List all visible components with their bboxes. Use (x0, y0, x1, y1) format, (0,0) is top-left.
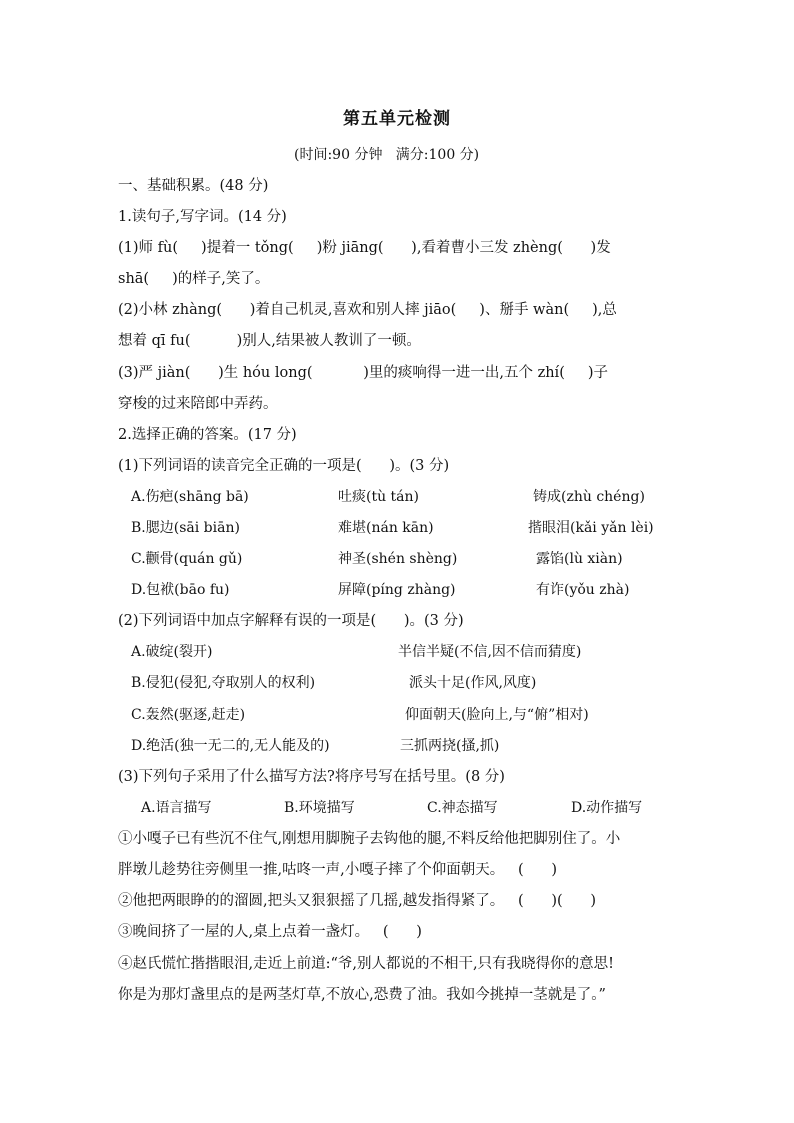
choice-word: 三抓两挠(搔,抓) (400, 738, 500, 754)
method-option: D.动作描写 (571, 800, 643, 816)
question-1-line: 想着 qī fu( )别人,结果被人教训了一顿。 (118, 333, 421, 349)
sentence-line: 胖墩儿趁势往旁侧里一推,咕咚一声,小嘎子摔了个仰面朝天。 ( ) (118, 862, 558, 878)
choice-option: B.腮边(sāi biān) (131, 520, 240, 536)
choice-option: C.颧骨(quán gǔ) (131, 551, 243, 567)
page-subtitle: (时间:90 分钟 满分:100 分) (294, 147, 480, 163)
choice-option: C.轰然(驱逐,赶走) (131, 707, 246, 723)
method-option: C.神态描写 (427, 800, 498, 816)
choice-option: D.绝活(独一无二的,无人能及的) (131, 738, 330, 754)
question-2-heading: 2.选择正确的答案。(17 分) (118, 427, 297, 443)
choice-word: 屏障(píng zhàng) (338, 582, 456, 598)
question-1-line: (2)小林 zhàng( )着自己机灵,喜欢和别人摔 jiāo( )、掰手 wàn( ),总 (118, 302, 617, 318)
sentence-line: ②他把两眼睁的的溜圆,把头又狠狠摇了几摇,越发指得紧了。 ( )( ) (118, 893, 596, 909)
choice-option: A.伤疤(shāng bā) (131, 489, 249, 505)
choice-option: A.破绽(裂开) (131, 644, 213, 660)
choice-word: 派头十足(作风,风度) (409, 675, 537, 691)
section-heading: 一、基础积累。(48 分) (118, 178, 269, 194)
choice-word: 难堪(nán kān) (338, 520, 434, 536)
choice-word: 露馅(lù xiàn) (536, 551, 623, 567)
question-1-heading: 1.读句子,写字词。(14 分) (118, 209, 287, 225)
choice-word: 有诈(yǒu zhà) (536, 582, 630, 598)
choice-option: B.侵犯(侵犯,夺取别人的权利) (131, 675, 316, 691)
choice-word: 揩眼泪(kǎi yǎn lèi) (528, 520, 654, 536)
question-1-line: (1)师 fù( )提着一 tǒng( )粉 jiāng( ),看着曹小三发 zhèng( )发 (118, 240, 611, 256)
sentence-line: ④赵氏慌忙揩揩眼泪,走近上前道:“爷,别人都说的不相干,只有我晓得你的意思! (118, 956, 614, 972)
sentence-line: ③晚间挤了一屋的人,桌上点着一盏灯。 ( ) (118, 924, 422, 940)
choice-word: 神圣(shén shèng) (338, 551, 458, 567)
choice-word: 半信半疑(不信,因不信而猜度) (398, 644, 582, 660)
question-1-line: (3)严 jiàn( )生 hóu long( )里的痰响得一进一出,五个 zhí( )子 (118, 365, 609, 381)
question-2-2-stem: (2)下列词语中加点字解释有误的一项是( )。(3 分) (118, 613, 464, 629)
method-option: A.语言描写 (141, 800, 212, 816)
method-option: B.环境描写 (284, 800, 355, 816)
question-2-3-stem: (3)下列句子采用了什么描写方法?将序号写在括号里。(8 分) (118, 769, 505, 785)
sentence-line: ①小嘎子已有些沉不住气,刚想用脚腕子去钩他的腿,不料反给他把脚别住了。小 (118, 831, 621, 847)
choice-word: 铸成(zhù chéng) (533, 489, 645, 505)
choice-word: 吐痰(tù tán) (338, 489, 420, 505)
sentence-line: 你是为那灯盏里点的是两茎灯草,不放心,恐费了油。我如今挑掉一茎就是了。” (118, 987, 606, 1003)
choice-word: 仰面朝天(脸向上,与“俯”相对) (405, 707, 589, 723)
question-2-1-stem: (1)下列词语的读音完全正确的一项是( )。(3 分) (118, 458, 450, 474)
choice-option: D.包袱(bāo fu) (131, 582, 230, 598)
page-title: 第五单元检测 (343, 109, 451, 129)
question-1-line: 穿梭的过来陪郎中弄药。 (118, 396, 278, 412)
question-1-line: shā( )的样子,笑了。 (118, 271, 270, 287)
